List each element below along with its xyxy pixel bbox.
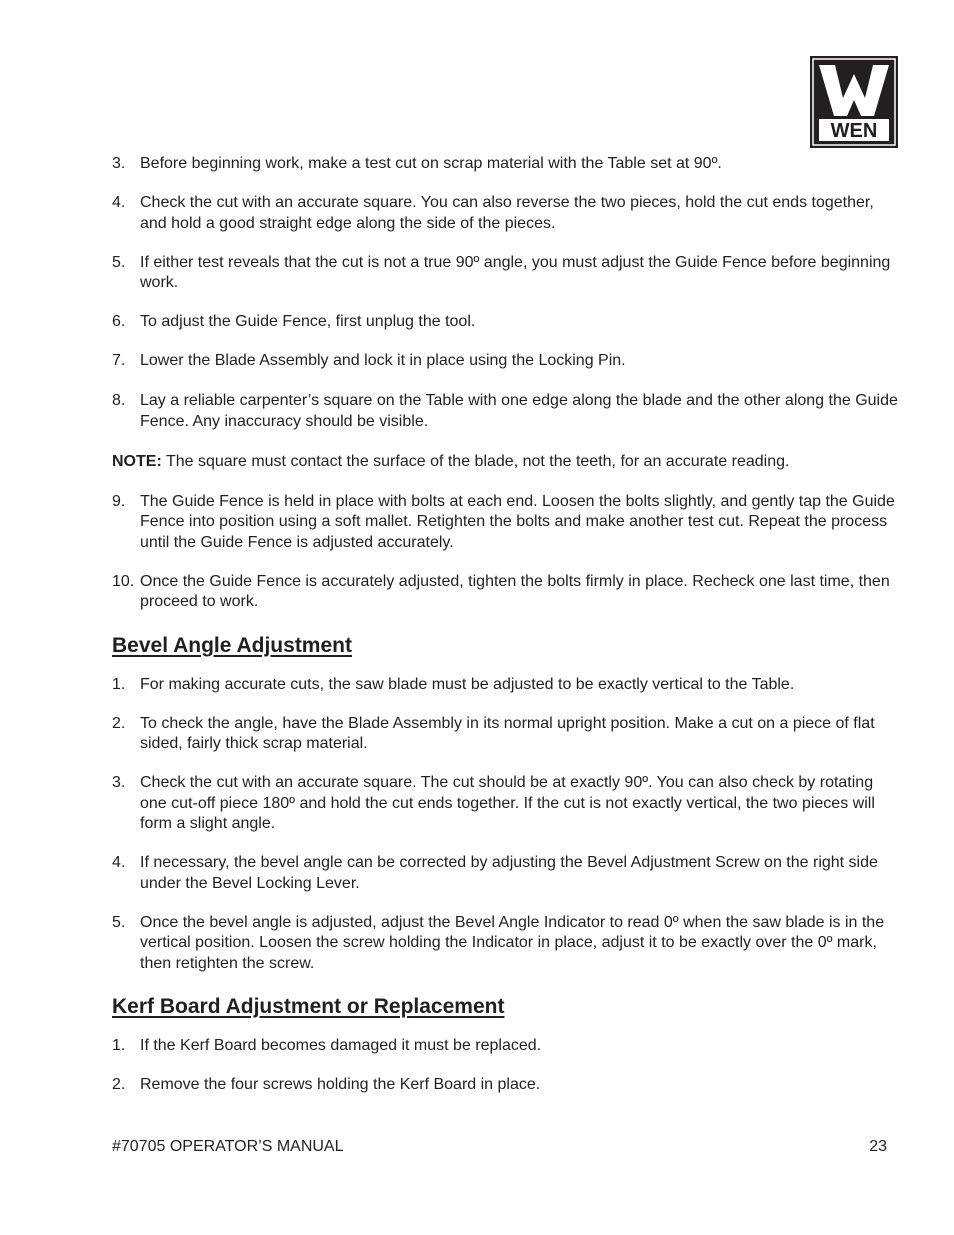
item-text: For making accurate cuts, the saw blade must be adjusted to be exactly vertical to the Table. xyxy=(140,675,795,693)
item-number: 4. xyxy=(112,194,126,211)
item-text: Lower the Blade Assembly and lock it in place using the Locking Pin. xyxy=(140,352,626,369)
manual-content xyxy=(112,154,902,1096)
item-number: 3. xyxy=(112,774,126,791)
note xyxy=(112,452,902,473)
list-item xyxy=(112,312,902,333)
item-text: To adjust the Guide Fence, first unplug the tool. xyxy=(140,313,476,330)
item-number: 5. xyxy=(112,913,126,931)
item-number: 3. xyxy=(112,155,126,172)
list-item xyxy=(112,154,902,175)
item-number: 2. xyxy=(112,1076,126,1093)
list-item xyxy=(112,1075,902,1096)
item-text: The Guide Fence is held in place with bolts at each end. Loosen the bolts slightly, and gently tap the Guide Fence into position using a soft mallet. Retighten the bolts and make another test cut. Repeat the process until the Guide Fence is adjusted accurately. xyxy=(140,492,895,551)
wen-logo xyxy=(810,56,898,148)
item-text: Check the cut with an accurate square. You can also reverse the two pieces, hold the cut ends together, and hold a good straight edge along the side of the pieces. xyxy=(140,194,874,232)
item-text: Before beginning work, make a test cut on scrap material with the Table set at 90º. xyxy=(140,155,722,172)
item-number: 8. xyxy=(112,392,126,409)
item-text: If the Kerf Board becomes damaged it must be replaced. xyxy=(140,1037,542,1054)
list-item xyxy=(112,351,902,372)
item-text: To check the angle, have the Blade Assembly in its normal upright position. Make a cut on a piece of flat sided, fairly thick scrap material. xyxy=(140,714,875,752)
item-text: Remove the four screws holding the Kerf Board in place. xyxy=(140,1076,541,1093)
list-item xyxy=(112,572,902,613)
note-text: The square must contact the surface of the blade, not the teeth, for an accurate reading. xyxy=(161,453,790,470)
item-text: Lay a reliable carpenter’s square on the Table with one edge along the blade and the other along the Guide Fence. Any inaccuracy should be visible. xyxy=(140,392,898,430)
list-item xyxy=(112,492,902,554)
list-item xyxy=(112,193,902,234)
list-item xyxy=(112,391,902,432)
item-number: 6. xyxy=(112,313,126,330)
bevel-heading: Bevel Angle Adjustment xyxy=(112,633,352,657)
item-number: 4. xyxy=(112,854,126,871)
kerf-heading: Kerf Board Adjustment or Replacement xyxy=(112,995,505,1018)
item-number: 2. xyxy=(112,714,126,732)
page-number: 23 xyxy=(869,1138,887,1155)
wen-logo-icon xyxy=(810,56,898,148)
list-item xyxy=(112,253,902,294)
list-item xyxy=(112,853,902,894)
item-number: 5. xyxy=(112,253,126,271)
manual-footer-title: #70705 OPERATOR’S MANUAL xyxy=(112,1138,344,1155)
list-item xyxy=(112,714,902,755)
item-text: If either test reveals that the cut is not a true 90º angle, you must adjust the Guide Fence before beginning work. xyxy=(140,253,891,291)
item-text: Check the cut with an accurate square. The cut should be at exactly 90º. You can also check by rotating one cut-off piece 180º and hold the cut ends together. If the cut is not exactly vertical, the two pieces will form a slight angle. xyxy=(140,774,875,832)
note-label: NOTE: xyxy=(112,453,162,470)
item-text: Once the bevel angle is adjusted, adjust the Bevel Angle Indicator to read 0º when the saw blade is in the vertical position. Loosen the screw holding the Indicator in place, adjust it to be exactly over the 0º mark, then retighten the screw. xyxy=(140,913,885,972)
item-number: 1. xyxy=(112,675,126,693)
list-item xyxy=(112,913,902,975)
logo-text: WEN xyxy=(830,120,878,142)
item-text: Once the Guide Fence is accurately adjusted, tighten the bolts firmly in place. Recheck one last time, then proceed to work. xyxy=(140,572,890,610)
item-text: If necessary, the bevel angle can be corrected by adjusting the Bevel Adjustment Screw on the right side under the Bevel Locking Lever. xyxy=(140,854,878,892)
item-number: 1. xyxy=(112,1037,126,1054)
list-item xyxy=(112,1036,902,1057)
item-number: 7. xyxy=(112,352,126,369)
item-number: 9. xyxy=(112,492,126,510)
list-item xyxy=(112,773,902,835)
list-item xyxy=(112,675,902,696)
item-number: 10. xyxy=(112,572,135,590)
